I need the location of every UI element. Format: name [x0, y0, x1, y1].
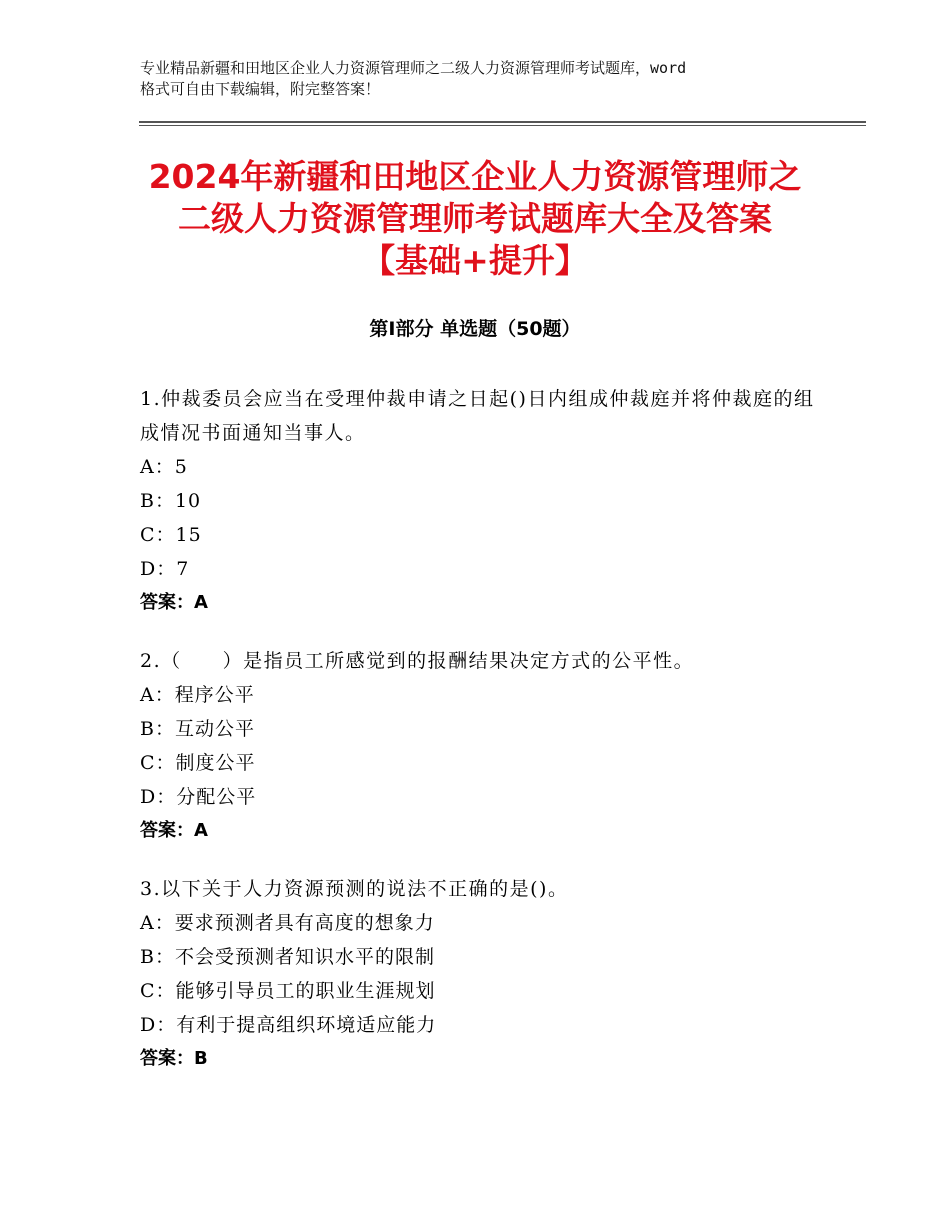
title-line-2: 二级人力资源管理师考试题库大全及答案: [178, 199, 772, 238]
question-1: [140, 382, 820, 620]
question-stem: 2.（ ）是指员工所感觉到的报酬结果决定方式的公平性。: [140, 650, 695, 672]
section-title: 第Ⅰ部分 单选题（50题）: [369, 318, 581, 340]
header-note: [140, 58, 820, 100]
option-b: B：互动公平: [140, 718, 255, 740]
answer: 答案：B: [140, 1048, 208, 1069]
option-d: D：分配公平: [140, 786, 257, 808]
option-d: D：有利于提高组织环境适应能力: [140, 1014, 437, 1036]
header-note-line-1: 专业精品新疆和田地区企业人力资源管理师之二级人力资源管理师考试题库，word: [140, 59, 687, 77]
question-stem: 1.仲裁委员会应当在受理仲裁申请之日起()日内组成仲裁庭并将仲裁庭的组成情况书面通知当事人。: [140, 388, 815, 444]
question-2: [140, 644, 820, 848]
option-b: B：不会受预测者知识水平的限制: [140, 946, 435, 968]
option-d: D：7: [140, 558, 190, 580]
answer: 答案：A: [140, 592, 208, 613]
option-c: C：15: [140, 524, 202, 546]
question-list: [140, 382, 820, 1100]
option-a: A：5: [140, 456, 188, 478]
document-title: [100, 156, 850, 282]
question-stem: 3.以下关于人力资源预测的说法不正确的是()。: [140, 878, 569, 900]
header-note-line-2: 格式可自由下载编辑，附完整答案！: [140, 80, 381, 98]
answer: 答案：A: [140, 820, 208, 841]
title-line-1: 2024年新疆和田地区企业人力资源管理师之: [148, 157, 802, 196]
header-divider: [139, 121, 866, 123]
option-c: C：能够引导员工的职业生涯规划: [140, 980, 436, 1002]
option-b: B：10: [140, 490, 202, 512]
title-line-3: 【基础+提升】: [362, 241, 588, 280]
option-c: C：制度公平: [140, 752, 256, 774]
header-divider-thin: [139, 125, 866, 126]
option-a: A：程序公平: [140, 684, 255, 706]
question-3: [140, 872, 820, 1076]
option-a: A：要求预测者具有高度的想象力: [140, 912, 435, 934]
